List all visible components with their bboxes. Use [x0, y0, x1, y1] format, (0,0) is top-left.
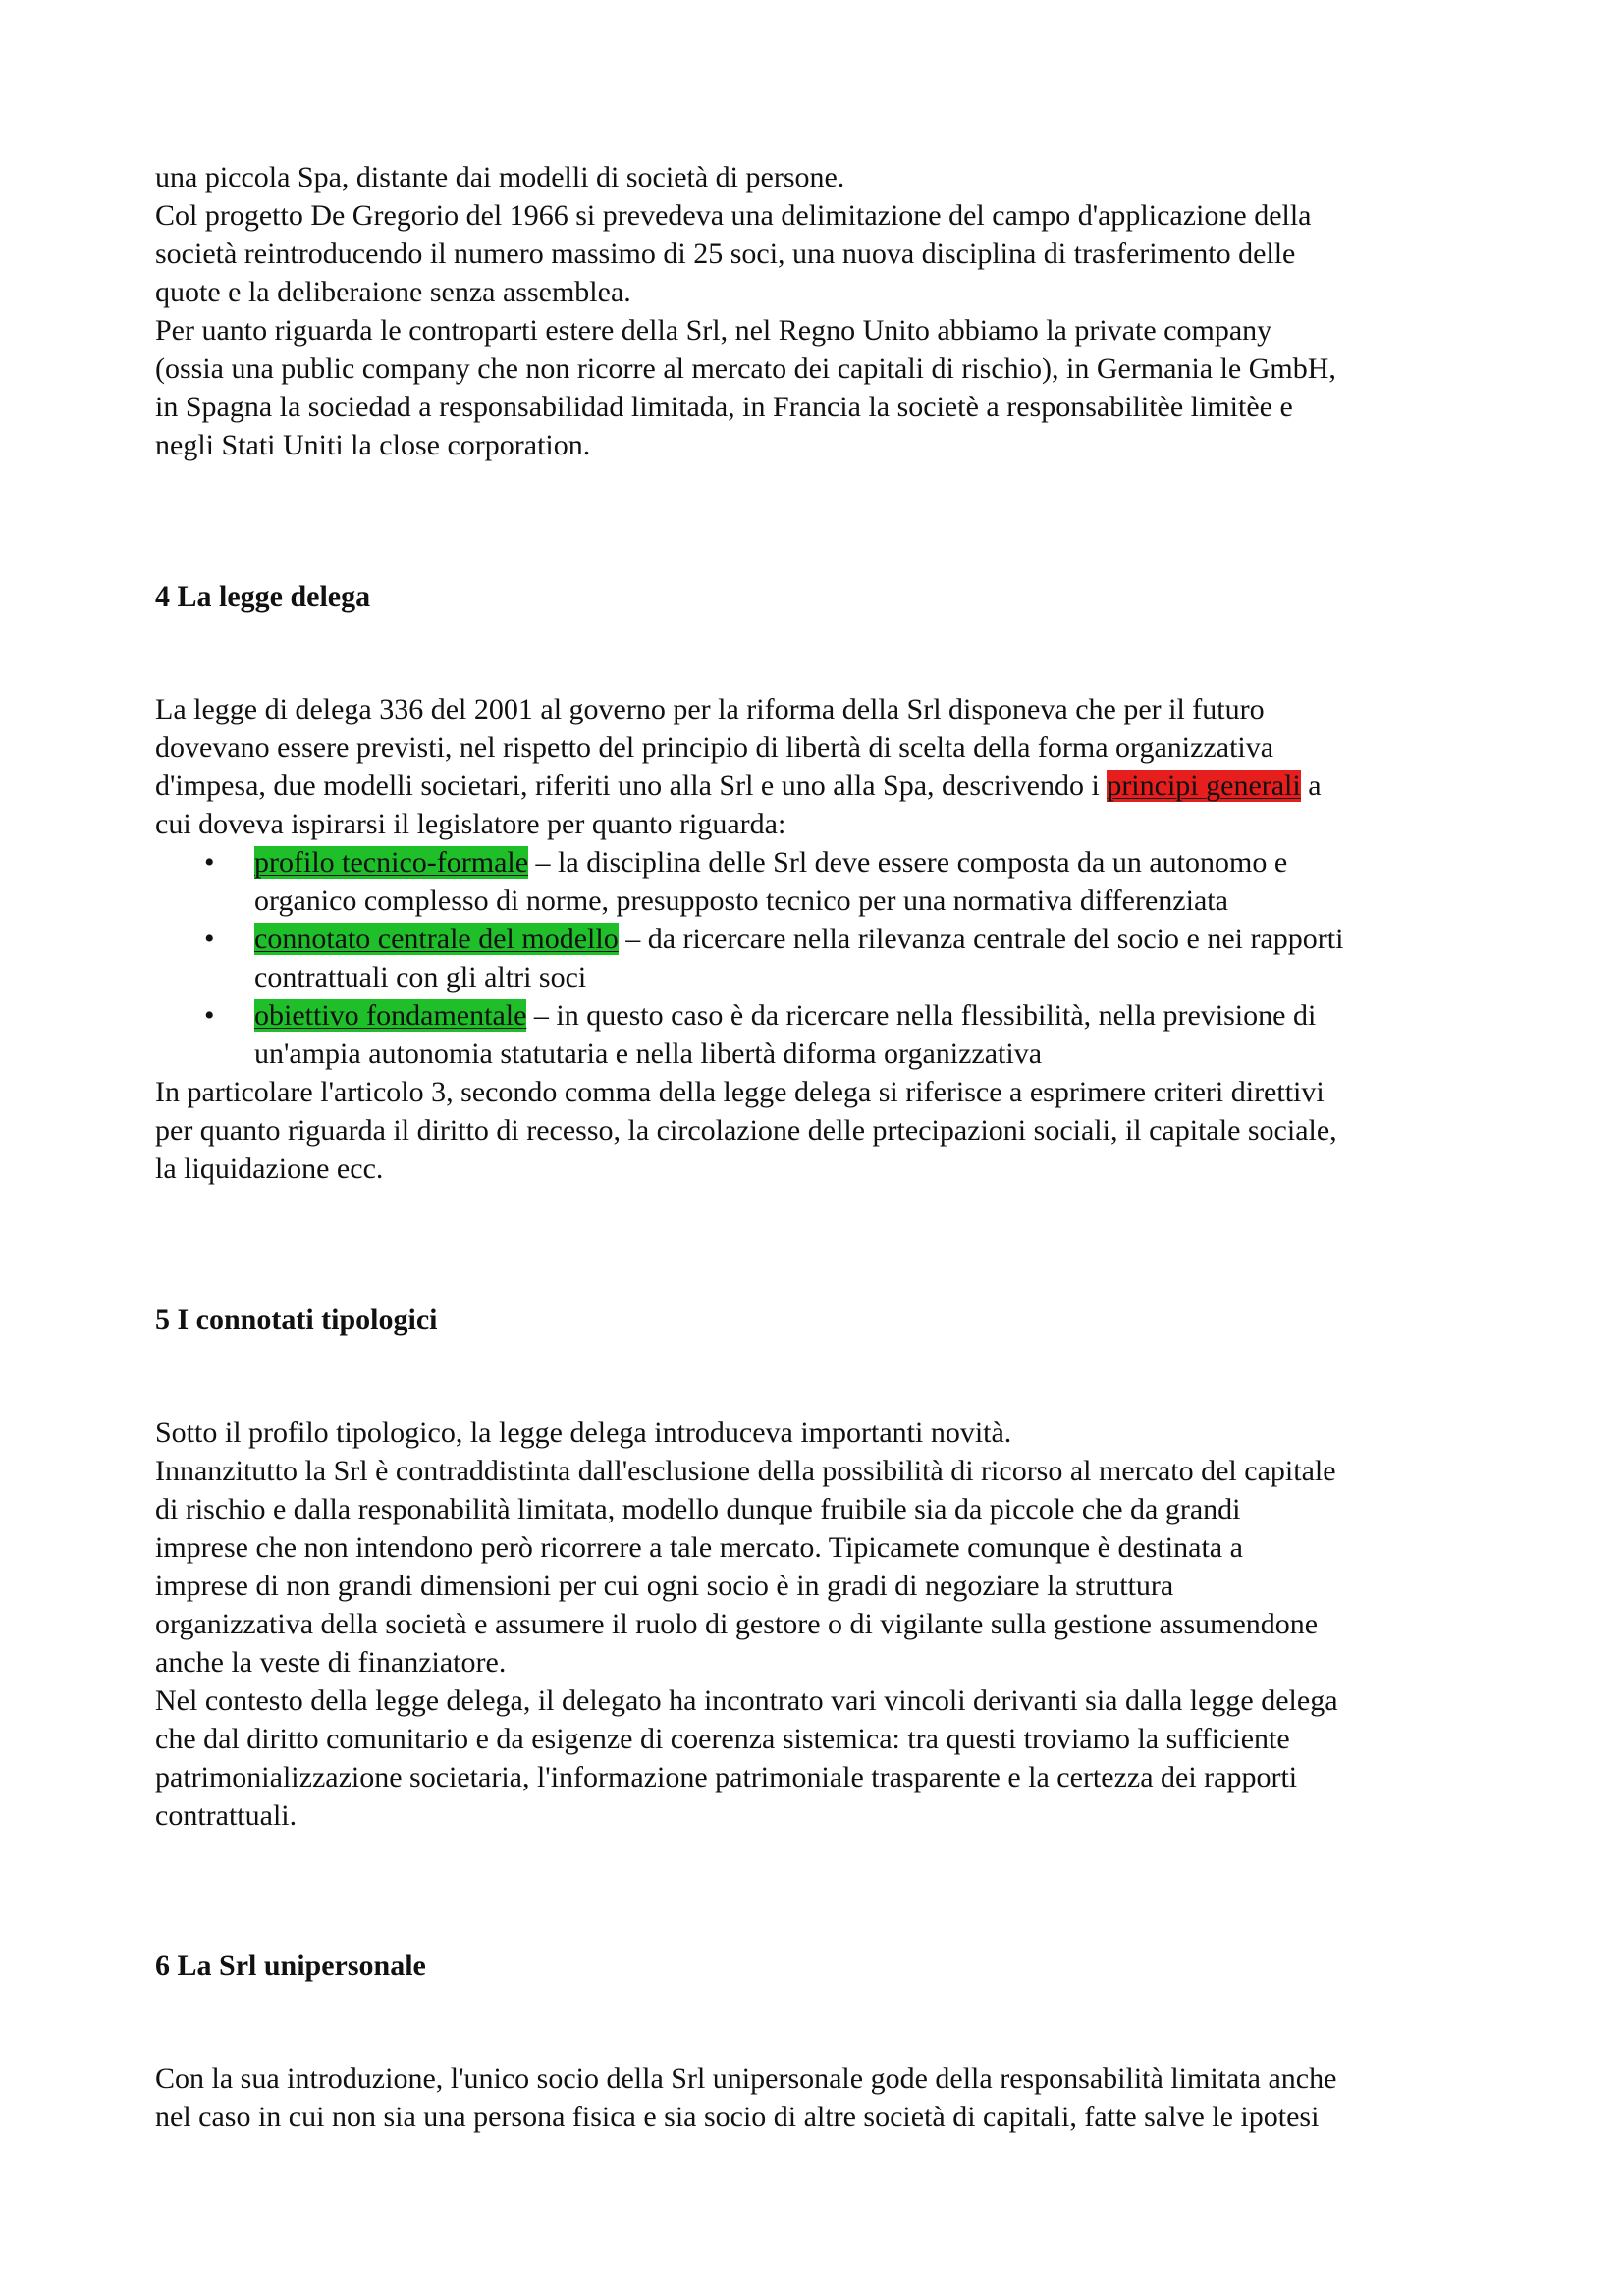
intro-line-4: quote e la deliberaione senza assemblea.: [155, 276, 631, 308]
bullet-item-2-continuation: contrattuali con gli altri soci: [254, 961, 587, 993]
section-5-line-5: imprese di non grandi dimensioni per cui ogni socio è in gradi di negoziare la struttura: [155, 1570, 1174, 1602]
intro-line-8: negli Stati Uniti la close corporation.: [155, 429, 591, 461]
bullet-item-3: [254, 996, 1316, 1035]
bullet-item-2-rest: – da ricercare nella rilevanza centrale del socio e nei rapporti: [618, 923, 1344, 955]
bullet-item-1: [254, 843, 1287, 881]
section-5-line-3: di rischio e dalla responabilità limitata, modello dunque fruibile sia da piccole che da grandi: [155, 1493, 1241, 1525]
section-4-closing-1: In particolare l'articolo 3, secondo comma della legge delega si riferisce a esprimere criteri direttivi: [155, 1076, 1325, 1108]
section-5-line-11: contrattuali.: [155, 1799, 298, 1832]
bullet-item-3-rest: – in questo caso è da ricercare nella flessibilità, nella previsione di: [526, 999, 1317, 1032]
section-5-line-10: patrimonializzazione societaria, l'informazione patrimoniale trasparente e la certezza dei rapporti: [155, 1761, 1298, 1793]
section-4-line-1: La legge di delega 336 del 2001 al governo per la riforma della Srl disponeva che per il futuro: [155, 693, 1265, 725]
bullet-dot-1: •: [204, 846, 215, 879]
section-5-line-9: che dal diritto comunitario e da esigenze di coerenza sistemica: tra questi troviamo la sufficiente: [155, 1723, 1290, 1755]
section-4-line-3-text: d'impesa, due modelli societari, riferiti uno alla Srl e uno alla Spa, descrivendo i: [155, 770, 1108, 802]
intro-line-5: Per uanto riguarda le controparti estere della Srl, nel Regno Unito abbiamo la private company: [155, 314, 1272, 347]
intro-line-7: in Spagna la sociedad a responsabilidad limitada, in Francia la societè a responsabilitèe limitèe e: [155, 391, 1293, 423]
section-5-heading: 5 I connotati tipologici: [155, 1304, 438, 1336]
section-6-line-2: nel caso in cui non sia una persona fisica e sia socio di altre società di capitali, fatte salve le ipotesi: [155, 2101, 1320, 2133]
section-4-closing-3: la liquidazione ecc.: [155, 1152, 384, 1185]
intro-line-1: una piccola Spa, distante dai modelli di società di persone.: [155, 161, 845, 193]
section-4-line-3: [155, 767, 1322, 805]
section-5-line-6: organizzativa della società e assumere il ruolo di gestore o di vigilante sulla gestione assumendone: [155, 1608, 1319, 1640]
bullet-item-3-continuation: un'ampia autonomia statutaria e nella libertà diforma organizzativa: [254, 1038, 1043, 1070]
highlight-obiettivo-fondamentale: obiettivo fondamentale: [254, 999, 527, 1032]
section-4-heading: 4 La legge delega: [155, 580, 371, 613]
intro-line-6: (ossia una public company che non ricorre al mercato dei capitali di rischio), in Germania le GmbH,: [155, 352, 1336, 385]
highlight-profilo-tecnico-formale: profilo tecnico-formale: [254, 846, 529, 879]
highlight-principi-generali: principi generali: [1107, 770, 1301, 802]
section-5-line-8: Nel contesto della legge delega, il delegato ha incontrato vari vincoli derivanti sia dalla legge delega: [155, 1684, 1338, 1717]
section-6-line-1: Con la sua introduzione, l'unico socio della Srl unipersonale gode della responsabilità limitata anche: [155, 2062, 1337, 2095]
bullet-dot-3: •: [204, 999, 215, 1032]
highlight-connotato-centrale: connotato centrale del modello: [254, 923, 619, 955]
bullet-item-1-continuation: organico complesso di norme, presupposto tecnico per una normativa differenziata: [254, 884, 1228, 917]
section-5-line-4: imprese che non intendono però ricorrere a tale mercato. Tipicamete comunque è destinata a: [155, 1531, 1243, 1564]
bullet-item-2: [254, 920, 1343, 958]
section-5-line-7: anche la veste di finanziatore.: [155, 1646, 507, 1679]
bullet-dot-2: •: [204, 923, 215, 955]
section-6-heading: 6 La Srl unipersonale: [155, 1949, 426, 1982]
section-4-closing-2: per quanto riguarda il diritto di recesso, la circolazione delle prtecipazioni sociali, il capitale sociale,: [155, 1114, 1337, 1147]
section-4-line-3-tail: a: [1300, 770, 1322, 802]
intro-line-2: Col progetto De Gregorio del 1966 si prevedeva una delimitazione del campo d'applicazione della: [155, 199, 1312, 232]
section-4-line-2: dovevano essere previsti, nel rispetto del principio di libertà di scelta della forma organizzativa: [155, 731, 1274, 764]
section-5-line-2: Innanzitutto la Srl è contraddistinta dall'esclusione della possibilità di ricorso al mercato del capitale: [155, 1455, 1336, 1487]
section-5-line-1: Sotto il profilo tipologico, la legge delega introduceva importanti novità.: [155, 1416, 1012, 1449]
intro-line-3: società reintroducendo il numero massimo di 25 soci, una nuova disciplina di trasferimento delle: [155, 238, 1296, 270]
section-4-line-4: cui doveva ispirarsi il legislatore per quanto riguarda:: [155, 808, 786, 840]
bullet-item-1-rest: – la disciplina delle Srl deve essere composta da un autonomo e: [528, 846, 1288, 879]
